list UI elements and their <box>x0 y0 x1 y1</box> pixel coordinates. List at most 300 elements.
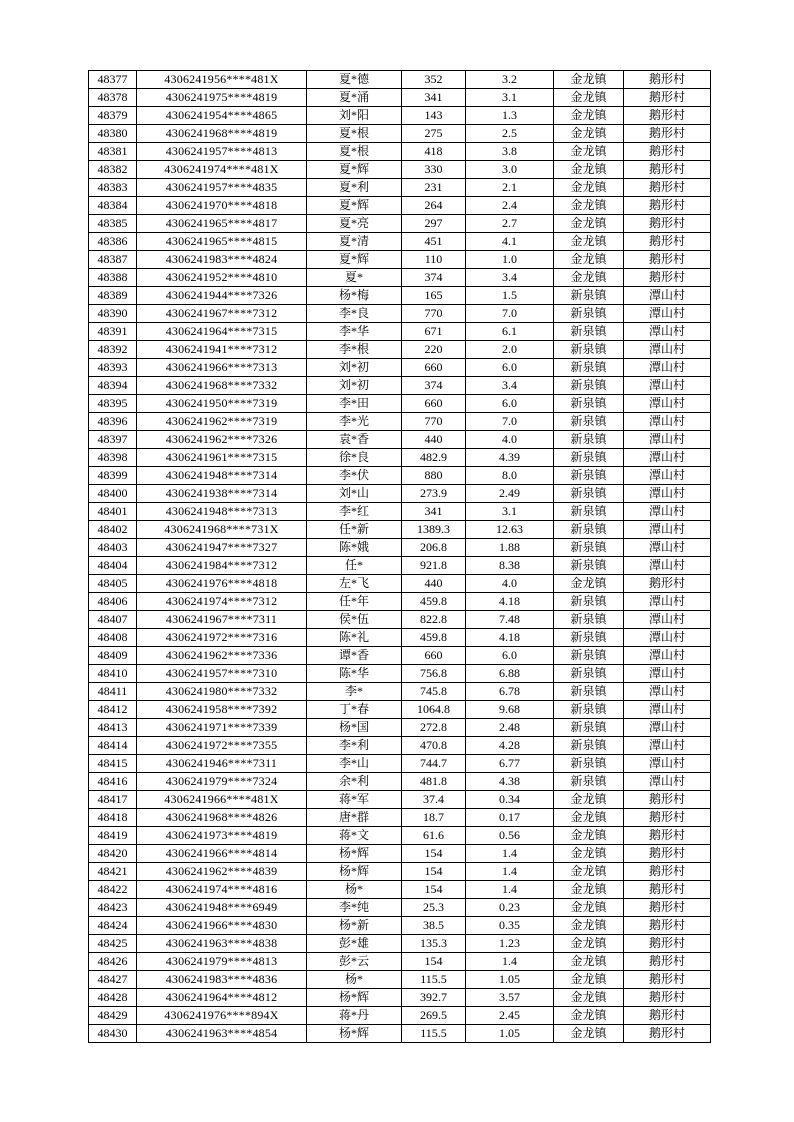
table-row <box>89 71 711 89</box>
cell-rate: 6.0 <box>466 359 554 377</box>
cell-seq: 48409 <box>89 647 137 665</box>
cell-name: 陈*娥 <box>307 539 402 557</box>
cell-village: 潭山村 <box>624 377 711 395</box>
cell-amount: 770 <box>402 305 466 323</box>
cell-id: 4306241957****7310 <box>137 665 307 683</box>
cell-name: 刘*阳 <box>307 107 402 125</box>
cell-name: 李*光 <box>307 413 402 431</box>
table-row <box>89 719 711 737</box>
cell-id: 4306241958****7392 <box>137 701 307 719</box>
cell-village: 鹅形村 <box>624 575 711 593</box>
cell-id: 4306241965****4817 <box>137 215 307 233</box>
cell-amount: 451 <box>402 233 466 251</box>
table-row <box>89 881 711 899</box>
cell-seq: 48394 <box>89 377 137 395</box>
cell-town: 新泉镇 <box>554 611 624 629</box>
cell-amount: 154 <box>402 863 466 881</box>
cell-town: 新泉镇 <box>554 557 624 575</box>
table-row <box>89 377 711 395</box>
cell-name: 夏*辉 <box>307 197 402 215</box>
cell-seq: 48405 <box>89 575 137 593</box>
cell-town: 新泉镇 <box>554 485 624 503</box>
cell-village: 鹅形村 <box>624 827 711 845</box>
cell-seq: 48428 <box>89 989 137 1007</box>
cell-amount: 61.6 <box>402 827 466 845</box>
cell-id: 4306241974****481X <box>137 161 307 179</box>
cell-id: 4306241974****4816 <box>137 881 307 899</box>
cell-amount: 660 <box>402 647 466 665</box>
cell-rate: 6.0 <box>466 395 554 413</box>
cell-village: 鹅形村 <box>624 863 711 881</box>
cell-rate: 1.4 <box>466 881 554 899</box>
cell-name: 任*新 <box>307 521 402 539</box>
table-row <box>89 863 711 881</box>
cell-rate: 0.34 <box>466 791 554 809</box>
cell-town: 新泉镇 <box>554 449 624 467</box>
table-row <box>89 359 711 377</box>
cell-id: 4306241963****4838 <box>137 935 307 953</box>
cell-seq: 48417 <box>89 791 137 809</box>
cell-amount: 374 <box>402 269 466 287</box>
cell-village: 鹅形村 <box>624 179 711 197</box>
cell-id: 4306241941****7312 <box>137 341 307 359</box>
cell-name: 余*利 <box>307 773 402 791</box>
cell-village: 鹅形村 <box>624 917 711 935</box>
cell-village: 潭山村 <box>624 395 711 413</box>
table-row <box>89 287 711 305</box>
cell-village: 鹅形村 <box>624 791 711 809</box>
cell-rate: 3.57 <box>466 989 554 1007</box>
cell-name: 谭*香 <box>307 647 402 665</box>
records-table <box>88 70 711 1043</box>
cell-town: 金龙镇 <box>554 1025 624 1043</box>
cell-seq: 48393 <box>89 359 137 377</box>
cell-rate: 12.63 <box>466 521 554 539</box>
cell-id: 4306241938****7314 <box>137 485 307 503</box>
table-row <box>89 971 711 989</box>
cell-rate: 0.23 <box>466 899 554 917</box>
cell-village: 鹅形村 <box>624 989 711 1007</box>
cell-village: 潭山村 <box>624 593 711 611</box>
cell-village: 鹅形村 <box>624 971 711 989</box>
cell-amount: 822.8 <box>402 611 466 629</box>
table-row <box>89 557 711 575</box>
cell-amount: 459.8 <box>402 593 466 611</box>
table-row <box>89 161 711 179</box>
cell-amount: 440 <box>402 575 466 593</box>
cell-town: 新泉镇 <box>554 773 624 791</box>
cell-town: 新泉镇 <box>554 377 624 395</box>
cell-rate: 9.68 <box>466 701 554 719</box>
cell-seq: 48406 <box>89 593 137 611</box>
cell-town: 金龙镇 <box>554 881 624 899</box>
cell-town: 新泉镇 <box>554 539 624 557</box>
cell-name: 夏*辉 <box>307 251 402 269</box>
cell-town: 新泉镇 <box>554 431 624 449</box>
cell-village: 鹅形村 <box>624 215 711 233</box>
cell-id: 4306241966****4814 <box>137 845 307 863</box>
cell-name: 杨*梅 <box>307 287 402 305</box>
cell-village: 鹅形村 <box>624 1025 711 1043</box>
cell-amount: 143 <box>402 107 466 125</box>
cell-town: 新泉镇 <box>554 413 624 431</box>
cell-village: 潭山村 <box>624 305 711 323</box>
cell-name: 左*飞 <box>307 575 402 593</box>
cell-town: 金龙镇 <box>554 143 624 161</box>
cell-town: 金龙镇 <box>554 971 624 989</box>
cell-rate: 6.78 <box>466 683 554 701</box>
cell-id: 4306241966****4830 <box>137 917 307 935</box>
table-row <box>89 737 711 755</box>
cell-rate: 1.0 <box>466 251 554 269</box>
cell-seq: 48385 <box>89 215 137 233</box>
cell-seq: 48391 <box>89 323 137 341</box>
cell-town: 新泉镇 <box>554 503 624 521</box>
cell-seq: 48414 <box>89 737 137 755</box>
cell-seq: 48381 <box>89 143 137 161</box>
cell-id: 4306241948****7313 <box>137 503 307 521</box>
cell-town: 新泉镇 <box>554 665 624 683</box>
table-row <box>89 503 711 521</box>
cell-rate: 4.38 <box>466 773 554 791</box>
table-row <box>89 143 711 161</box>
cell-rate: 2.49 <box>466 485 554 503</box>
cell-name: 刘*山 <box>307 485 402 503</box>
cell-amount: 272.8 <box>402 719 466 737</box>
cell-seq: 48420 <box>89 845 137 863</box>
cell-rate: 1.4 <box>466 863 554 881</box>
cell-amount: 37.4 <box>402 791 466 809</box>
cell-town: 金龙镇 <box>554 809 624 827</box>
cell-amount: 341 <box>402 89 466 107</box>
cell-amount: 231 <box>402 179 466 197</box>
cell-rate: 1.4 <box>466 953 554 971</box>
cell-id: 4306241972****7316 <box>137 629 307 647</box>
cell-amount: 770 <box>402 413 466 431</box>
table-row <box>89 827 711 845</box>
cell-amount: 660 <box>402 359 466 377</box>
cell-amount: 660 <box>402 395 466 413</box>
cell-name: 陈*礼 <box>307 629 402 647</box>
table-row <box>89 179 711 197</box>
table-row <box>89 215 711 233</box>
cell-amount: 1389.3 <box>402 521 466 539</box>
cell-amount: 154 <box>402 845 466 863</box>
table-row <box>89 791 711 809</box>
cell-rate: 2.7 <box>466 215 554 233</box>
cell-seq: 48423 <box>89 899 137 917</box>
cell-id: 4306241967****7311 <box>137 611 307 629</box>
table-row <box>89 935 711 953</box>
cell-town: 金龙镇 <box>554 161 624 179</box>
cell-rate: 3.1 <box>466 89 554 107</box>
cell-name: 彭*雄 <box>307 935 402 953</box>
cell-village: 鹅形村 <box>624 107 711 125</box>
cell-village: 潭山村 <box>624 287 711 305</box>
cell-name: 丁*春 <box>307 701 402 719</box>
cell-seq: 48377 <box>89 71 137 89</box>
cell-seq: 48425 <box>89 935 137 953</box>
cell-id: 4306241961****7315 <box>137 449 307 467</box>
table-row <box>89 683 711 701</box>
cell-rate: 2.48 <box>466 719 554 737</box>
cell-rate: 4.18 <box>466 593 554 611</box>
cell-amount: 1064.8 <box>402 701 466 719</box>
cell-name: 杨*新 <box>307 917 402 935</box>
cell-name: 杨*辉 <box>307 845 402 863</box>
cell-village: 潭山村 <box>624 701 711 719</box>
cell-name: 杨*国 <box>307 719 402 737</box>
cell-village: 潭山村 <box>624 755 711 773</box>
table-row <box>89 701 711 719</box>
cell-rate: 4.39 <box>466 449 554 467</box>
cell-town: 金龙镇 <box>554 791 624 809</box>
cell-rate: 2.4 <box>466 197 554 215</box>
cell-rate: 3.4 <box>466 269 554 287</box>
cell-village: 鹅形村 <box>624 89 711 107</box>
cell-seq: 48396 <box>89 413 137 431</box>
cell-name: 杨*辉 <box>307 1025 402 1043</box>
cell-town: 金龙镇 <box>554 845 624 863</box>
cell-town: 新泉镇 <box>554 395 624 413</box>
cell-amount: 115.5 <box>402 1025 466 1043</box>
cell-id: 4306241950****7319 <box>137 395 307 413</box>
cell-town: 金龙镇 <box>554 89 624 107</box>
cell-rate: 0.35 <box>466 917 554 935</box>
cell-amount: 273.9 <box>402 485 466 503</box>
cell-village: 潭山村 <box>624 683 711 701</box>
cell-town: 金龙镇 <box>554 1007 624 1025</box>
cell-village: 潭山村 <box>624 539 711 557</box>
cell-id: 4306241983****4836 <box>137 971 307 989</box>
cell-town: 金龙镇 <box>554 269 624 287</box>
cell-town: 金龙镇 <box>554 863 624 881</box>
cell-village: 潭山村 <box>624 449 711 467</box>
cell-rate: 3.2 <box>466 71 554 89</box>
cell-name: 任*年 <box>307 593 402 611</box>
cell-name: 杨* <box>307 971 402 989</box>
cell-name: 夏*根 <box>307 143 402 161</box>
cell-id: 4306241968****4826 <box>137 809 307 827</box>
cell-amount: 18.7 <box>402 809 466 827</box>
cell-village: 潭山村 <box>624 431 711 449</box>
cell-town: 金龙镇 <box>554 107 624 125</box>
cell-name: 夏*利 <box>307 179 402 197</box>
cell-id: 4306241956****481X <box>137 71 307 89</box>
table-row <box>89 629 711 647</box>
cell-name: 李*根 <box>307 341 402 359</box>
cell-name: 陈*华 <box>307 665 402 683</box>
cell-id: 4306241974****7312 <box>137 593 307 611</box>
cell-seq: 48384 <box>89 197 137 215</box>
cell-amount: 482.9 <box>402 449 466 467</box>
cell-name: 袁*香 <box>307 431 402 449</box>
cell-village: 潭山村 <box>624 467 711 485</box>
cell-seq: 48390 <box>89 305 137 323</box>
cell-rate: 4.0 <box>466 575 554 593</box>
table-row <box>89 89 711 107</box>
cell-village: 鹅形村 <box>624 809 711 827</box>
cell-seq: 48408 <box>89 629 137 647</box>
cell-name: 夏*涌 <box>307 89 402 107</box>
table-row <box>89 323 711 341</box>
table-row <box>89 539 711 557</box>
cell-village: 鹅形村 <box>624 935 711 953</box>
cell-village: 潭山村 <box>624 665 711 683</box>
cell-seq: 48383 <box>89 179 137 197</box>
table-row <box>89 467 711 485</box>
cell-rate: 1.3 <box>466 107 554 125</box>
cell-name: 李*红 <box>307 503 402 521</box>
cell-name: 侯*伍 <box>307 611 402 629</box>
cell-seq: 48430 <box>89 1025 137 1043</box>
cell-id: 4306241957****4813 <box>137 143 307 161</box>
cell-amount: 921.8 <box>402 557 466 575</box>
cell-amount: 38.5 <box>402 917 466 935</box>
cell-amount: 352 <box>402 71 466 89</box>
cell-amount: 275 <box>402 125 466 143</box>
cell-amount: 330 <box>402 161 466 179</box>
cell-name: 蒋*丹 <box>307 1007 402 1025</box>
cell-village: 潭山村 <box>624 773 711 791</box>
cell-id: 4306241964****4812 <box>137 989 307 1007</box>
cell-name: 蒋*文 <box>307 827 402 845</box>
cell-village: 鹅形村 <box>624 1007 711 1025</box>
cell-rate: 4.0 <box>466 431 554 449</box>
cell-seq: 48400 <box>89 485 137 503</box>
cell-rate: 6.77 <box>466 755 554 773</box>
table-row <box>89 593 711 611</box>
cell-name: 李*田 <box>307 395 402 413</box>
cell-seq: 48403 <box>89 539 137 557</box>
table-row <box>89 899 711 917</box>
cell-name: 夏*辉 <box>307 161 402 179</box>
cell-id: 4306241976****4818 <box>137 575 307 593</box>
cell-village: 鹅形村 <box>624 125 711 143</box>
table-row <box>89 845 711 863</box>
cell-rate: 1.88 <box>466 539 554 557</box>
cell-name: 李*伏 <box>307 467 402 485</box>
cell-id: 4306241968****7332 <box>137 377 307 395</box>
table-row <box>89 755 711 773</box>
cell-id: 4306241979****7324 <box>137 773 307 791</box>
cell-village: 鹅形村 <box>624 269 711 287</box>
table-row <box>89 305 711 323</box>
cell-id: 4306241946****7311 <box>137 755 307 773</box>
cell-town: 金龙镇 <box>554 953 624 971</box>
cell-seq: 48387 <box>89 251 137 269</box>
cell-id: 4306241954****4865 <box>137 107 307 125</box>
table-row <box>89 107 711 125</box>
cell-amount: 154 <box>402 881 466 899</box>
cell-rate: 8.0 <box>466 467 554 485</box>
cell-id: 4306241966****7313 <box>137 359 307 377</box>
cell-id: 4306241973****4819 <box>137 827 307 845</box>
cell-town: 金龙镇 <box>554 917 624 935</box>
cell-town: 新泉镇 <box>554 719 624 737</box>
cell-amount: 110 <box>402 251 466 269</box>
cell-amount: 264 <box>402 197 466 215</box>
table-row <box>89 521 711 539</box>
cell-id: 4306241966****481X <box>137 791 307 809</box>
cell-village: 鹅形村 <box>624 899 711 917</box>
cell-rate: 7.48 <box>466 611 554 629</box>
cell-name: 李*良 <box>307 305 402 323</box>
cell-village: 鹅形村 <box>624 233 711 251</box>
cell-town: 新泉镇 <box>554 755 624 773</box>
cell-seq: 48378 <box>89 89 137 107</box>
cell-name: 夏*根 <box>307 125 402 143</box>
cell-rate: 6.88 <box>466 665 554 683</box>
cell-seq: 48404 <box>89 557 137 575</box>
table-row <box>89 809 711 827</box>
cell-town: 金龙镇 <box>554 233 624 251</box>
cell-town: 新泉镇 <box>554 683 624 701</box>
cell-seq: 48388 <box>89 269 137 287</box>
cell-id: 4306241972****7355 <box>137 737 307 755</box>
cell-amount: 671 <box>402 323 466 341</box>
cell-village: 潭山村 <box>624 341 711 359</box>
cell-seq: 48422 <box>89 881 137 899</box>
cell-rate: 2.0 <box>466 341 554 359</box>
cell-amount: 744.7 <box>402 755 466 773</box>
table-row <box>89 269 711 287</box>
cell-seq: 48429 <box>89 1007 137 1025</box>
cell-rate: 7.0 <box>466 305 554 323</box>
table-row <box>89 251 711 269</box>
cell-town: 金龙镇 <box>554 179 624 197</box>
cell-rate: 2.1 <box>466 179 554 197</box>
cell-rate: 1.4 <box>466 845 554 863</box>
cell-village: 潭山村 <box>624 323 711 341</box>
cell-town: 新泉镇 <box>554 629 624 647</box>
cell-seq: 48418 <box>89 809 137 827</box>
cell-town: 新泉镇 <box>554 737 624 755</box>
cell-village: 鹅形村 <box>624 143 711 161</box>
cell-village: 鹅形村 <box>624 71 711 89</box>
cell-seq: 48380 <box>89 125 137 143</box>
cell-seq: 48410 <box>89 665 137 683</box>
cell-seq: 48427 <box>89 971 137 989</box>
cell-id: 4306241948****7314 <box>137 467 307 485</box>
table-row <box>89 395 711 413</box>
cell-amount: 418 <box>402 143 466 161</box>
cell-seq: 48424 <box>89 917 137 935</box>
cell-amount: 154 <box>402 953 466 971</box>
cell-town: 新泉镇 <box>554 341 624 359</box>
cell-village: 鹅形村 <box>624 161 711 179</box>
cell-rate: 1.23 <box>466 935 554 953</box>
cell-rate: 1.05 <box>466 971 554 989</box>
cell-seq: 48392 <box>89 341 137 359</box>
cell-name: 李*山 <box>307 755 402 773</box>
cell-seq: 48382 <box>89 161 137 179</box>
table-row <box>89 1007 711 1025</box>
cell-id: 4306241968****4819 <box>137 125 307 143</box>
table-row <box>89 611 711 629</box>
cell-town: 新泉镇 <box>554 701 624 719</box>
cell-seq: 48421 <box>89 863 137 881</box>
table-row <box>89 953 711 971</box>
cell-seq: 48379 <box>89 107 137 125</box>
cell-rate: 1.5 <box>466 287 554 305</box>
cell-rate: 2.45 <box>466 1007 554 1025</box>
cell-seq: 48402 <box>89 521 137 539</box>
table-row <box>89 485 711 503</box>
cell-id: 4306241975****4819 <box>137 89 307 107</box>
cell-rate: 4.1 <box>466 233 554 251</box>
cell-amount: 459.8 <box>402 629 466 647</box>
